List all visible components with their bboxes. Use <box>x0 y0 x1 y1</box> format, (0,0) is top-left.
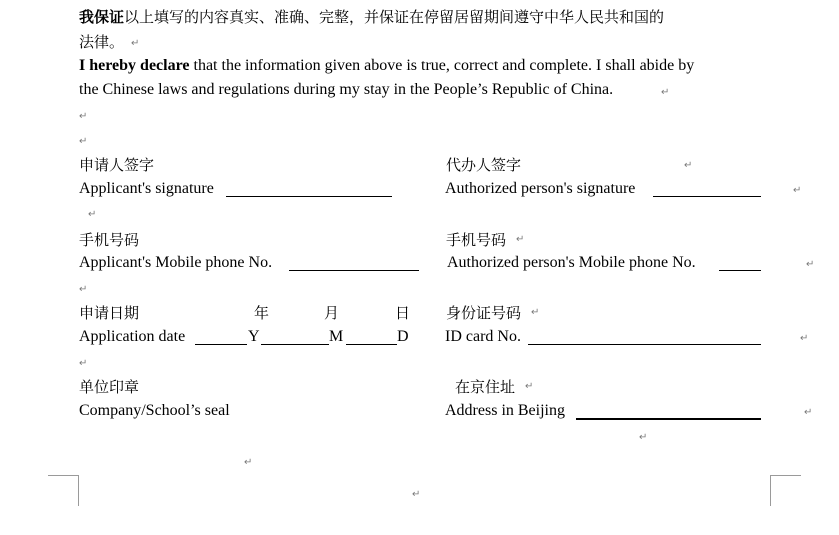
date-day-cn: 日 <box>395 304 411 322</box>
date-year-cn: 年 <box>254 304 270 322</box>
paragraph-mark-icon: ↵ <box>79 111 88 122</box>
authorized-phone-label-cn: 手机号码 <box>446 231 507 249</box>
declaration-cn-line1 <box>79 6 664 27</box>
applicant-phone-label-en: Applicant's Mobile phone No. <box>79 254 273 271</box>
paragraph-mark-icon: ↵ <box>412 489 421 500</box>
paragraph-mark-icon: ↵ <box>131 38 140 49</box>
paragraph-mark-icon: ↵ <box>88 209 97 220</box>
applicant-phone-label-cn: 手机号码 <box>79 231 140 249</box>
declaration-cn-line2-text: 法律。 <box>79 33 125 51</box>
applicant-signature-line[interactable] <box>226 196 392 197</box>
date-month-cn: 月 <box>324 304 340 322</box>
paragraph-mark-icon: ↵ <box>516 234 525 245</box>
beijing-address-label-en: Address in Beijing <box>445 402 565 419</box>
authorized-signature-label-cn: 代办人签字 <box>446 156 522 174</box>
authorized-signature-label-en: Authorized person's signature <box>445 180 636 197</box>
paragraph-mark-icon: ↵ <box>684 160 693 171</box>
paragraph-mark-icon: ↵ <box>793 185 802 196</box>
paragraph-mark-icon: ↵ <box>79 136 88 147</box>
id-card-line[interactable] <box>528 344 761 345</box>
declaration-en-bold: I hereby declare <box>79 57 190 74</box>
application-date-label-en: Application date <box>79 328 186 345</box>
declaration-en-line1 <box>79 57 694 75</box>
paragraph-mark-icon: ↵ <box>79 284 88 295</box>
company-seal-label-cn: 单位印章 <box>79 378 140 396</box>
declaration-en-line2-text: the Chinese laws and regulations during my stay in the People’s Republic of China. <box>79 81 614 98</box>
date-day-en: D <box>397 328 409 345</box>
paragraph-mark-icon: ↵ <box>800 333 809 344</box>
authorized-phone-line[interactable] <box>719 270 761 271</box>
paragraph-mark-icon: ↵ <box>525 381 534 392</box>
paragraph-mark-icon: ↵ <box>639 432 648 443</box>
application-date-label-cn: 申请日期 <box>79 304 140 322</box>
date-day-line[interactable] <box>346 344 397 345</box>
declaration-en-rest: that the information given above is true, correct and complete. I shall abide by <box>189 57 695 74</box>
declaration-cn-line2 <box>79 31 124 52</box>
declaration-en-line2 <box>79 81 613 99</box>
declaration-cn-bold: 我保证 <box>79 8 125 26</box>
paragraph-mark-icon: ↵ <box>806 259 815 270</box>
id-card-label-cn: 身份证号码 <box>446 304 522 322</box>
beijing-address-line[interactable] <box>576 418 761 420</box>
paragraph-mark-icon: ↵ <box>804 407 813 418</box>
page-corner-mark-right <box>770 475 801 506</box>
date-month-line[interactable] <box>261 344 329 345</box>
applicant-signature-label-en: Applicant's signature <box>79 180 214 197</box>
date-year-en: Y <box>248 328 260 345</box>
date-month-en: M <box>329 328 344 345</box>
date-year-line[interactable] <box>195 344 247 345</box>
authorized-signature-line[interactable] <box>653 196 761 197</box>
paragraph-mark-icon: ↵ <box>531 307 540 318</box>
paragraph-mark-icon: ↵ <box>79 358 88 369</box>
applicant-signature-label-cn: 申请人签字 <box>79 156 155 174</box>
authorized-phone-label-en: Authorized person's Mobile phone No. <box>447 254 696 271</box>
declaration-cn-rest: 以上填写的内容真实、准确、完整，并保证在停留居留期间遵守中华人民共和国的 <box>124 8 665 26</box>
id-card-label-en: ID card No. <box>445 328 521 345</box>
company-seal-label-en: Company/School’s seal <box>79 402 230 419</box>
paragraph-mark-icon: ↵ <box>661 87 670 98</box>
paragraph-mark-icon: ↵ <box>244 457 253 468</box>
beijing-address-label-cn: 在京住址 <box>455 378 516 396</box>
applicant-phone-line[interactable] <box>289 270 419 271</box>
page-corner-mark-left <box>48 475 79 506</box>
